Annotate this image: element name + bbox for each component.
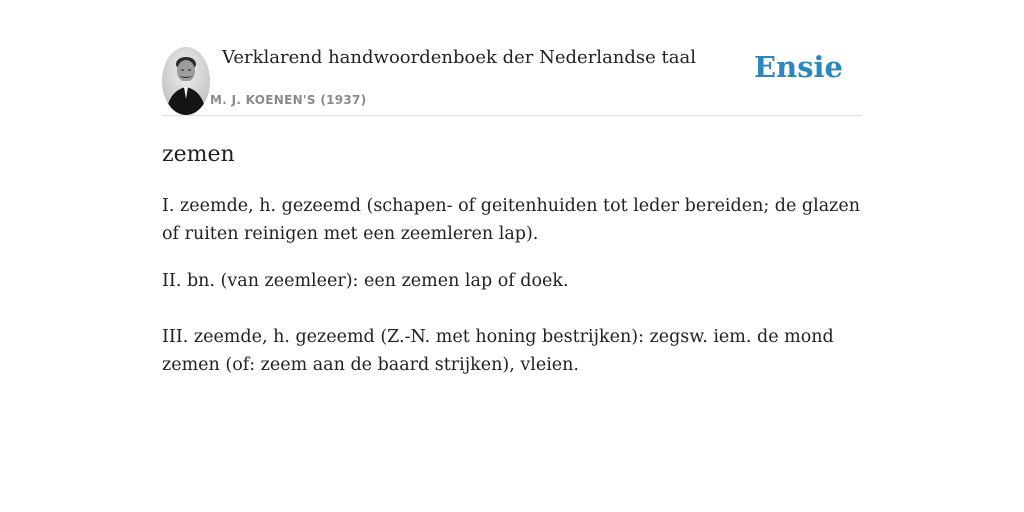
author-portrait-icon [162, 47, 210, 115]
ensie-logo-link[interactable]: Ensie [754, 50, 843, 84]
header [162, 0, 862, 116]
book-title: Verklarend handwoordenboek der Nederlandse taal [222, 47, 696, 68]
entry-headword: zemen [162, 142, 235, 167]
author-credit: M. J. KOENEN'S (1937) [210, 93, 367, 107]
definition-3: III. zeemde, h. gezeemd (Z.-N. met honing bestrijken): zegsw. iem. de mond zemen (of: zeem aan de baard strijken), vleien. [162, 327, 834, 375]
page-container [162, 0, 862, 375]
definition-2: II. bn. (van zeemleer): een zemen lap of doek. [162, 271, 569, 291]
definition-1: I. zeemde, h. gezeemd (schapen- of geitenhuiden tot leder bereiden; de glazen of ruiten reinigen met een zeemleren lap). [162, 196, 861, 244]
